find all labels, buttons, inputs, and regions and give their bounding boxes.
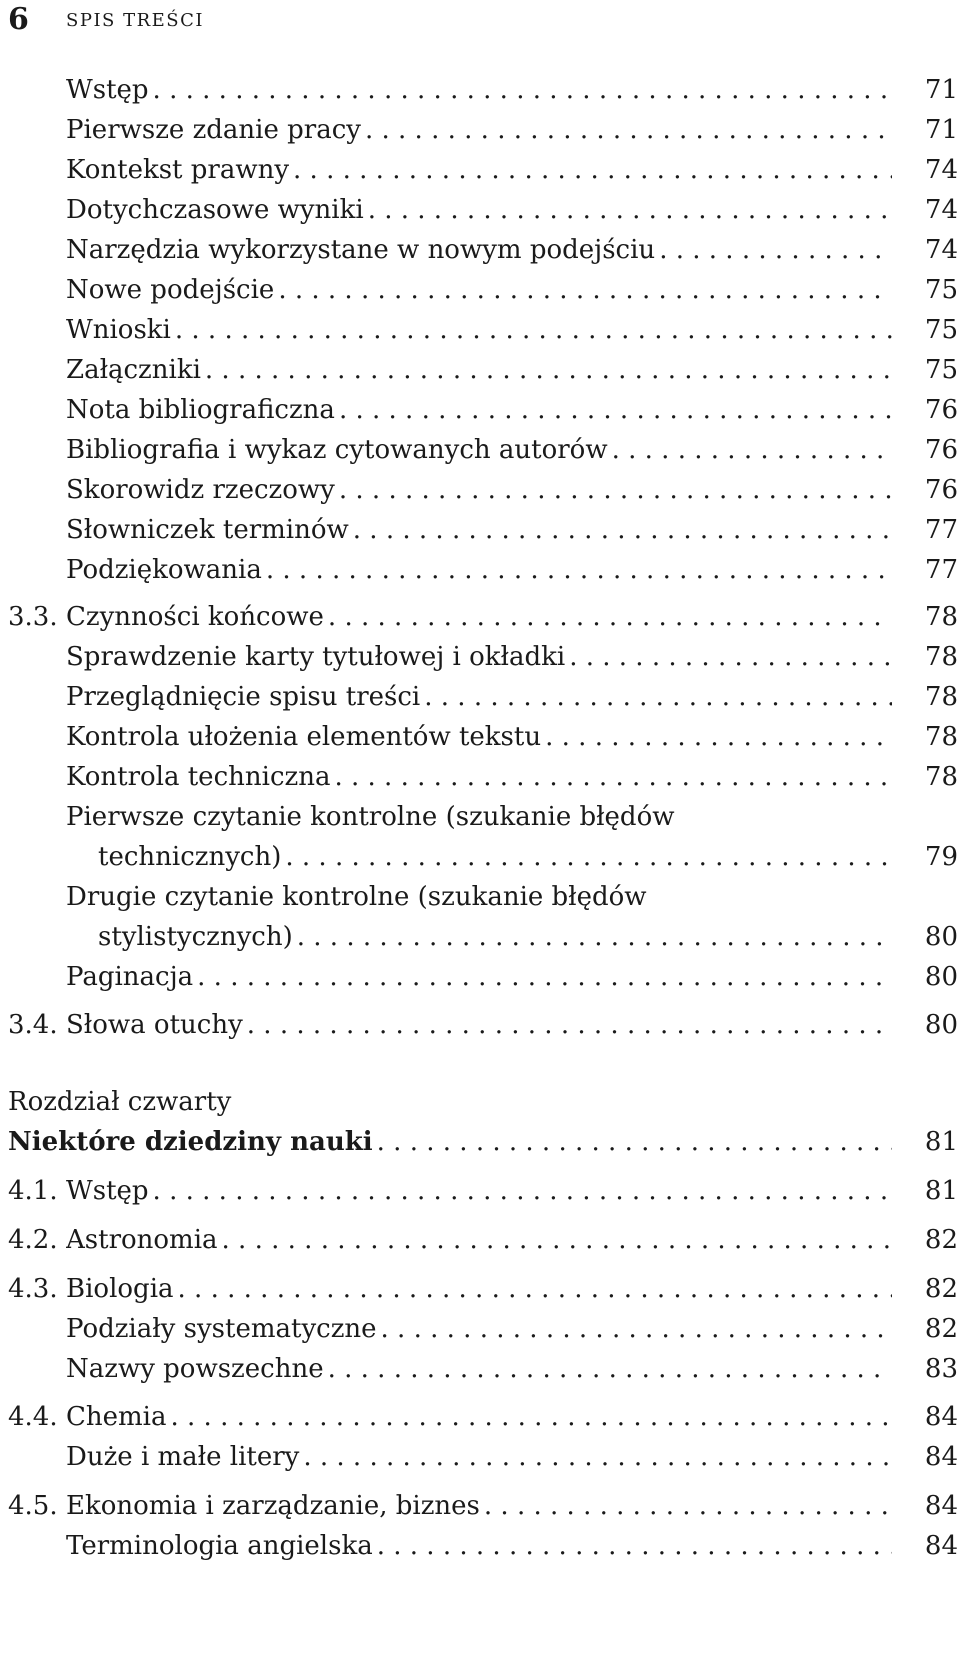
toc-section — [8, 1397, 958, 1437]
toc-entry-title: Skorowidz rzeczowy — [66, 475, 335, 505]
toc-section-number: 4.3. — [8, 1274, 58, 1304]
toc-section — [8, 1269, 958, 1309]
toc-entry-title: Pierwsze zdanie pracy — [66, 115, 361, 145]
toc-section-number: 3.4. — [8, 1010, 58, 1040]
chapter-label: Rozdział czwarty — [8, 1087, 232, 1117]
toc-entry-page: 84 — [924, 1531, 958, 1561]
toc-entry-page: 79 — [924, 842, 958, 872]
page-number: 6 — [8, 2, 29, 37]
chapter-title: Niektóre dziedziny nauki — [8, 1127, 373, 1157]
toc-entry-title: Załączniki — [66, 355, 201, 385]
toc-entry-page: 78 — [924, 722, 958, 752]
toc-entry — [8, 550, 958, 590]
toc-entry-page: 71 — [924, 115, 958, 145]
toc-entry-continuation — [8, 917, 958, 957]
toc-section-number: 4.2. — [8, 1225, 58, 1255]
toc-entry-title: Słowniczek terminów — [66, 515, 349, 545]
toc-entry-title: Kontekst prawny — [66, 155, 290, 185]
toc-entry — [8, 757, 958, 797]
toc-entry — [8, 190, 958, 230]
running-head: SPIS TREŚCI — [66, 10, 205, 31]
toc-entry — [8, 110, 958, 150]
toc-entry-first-line — [8, 877, 958, 917]
toc-entry-page: 71 — [924, 75, 958, 105]
toc-entry-title: Bibliografia i wykaz cytowanych autorów — [66, 435, 608, 465]
toc-entry-title-continuation: stylistycznych) — [98, 922, 293, 952]
toc-entry-title-continuation: technicznych) — [98, 842, 282, 872]
toc-entry-page: 74 — [924, 155, 958, 185]
toc-entry-title: Nazwy powszechne — [66, 1354, 324, 1384]
toc-entry — [8, 677, 958, 717]
toc-entry-page: 77 — [924, 555, 958, 585]
toc-entry-page: 76 — [924, 435, 958, 465]
toc-entry-title: Sprawdzenie karty tytułowej i okładki — [66, 642, 566, 672]
toc-entry-page: 75 — [924, 355, 958, 385]
toc-entry-page: 78 — [924, 642, 958, 672]
toc-entry-page: 78 — [924, 682, 958, 712]
toc-entry-page: 84 — [924, 1402, 958, 1432]
toc-entry-title: Paginacja — [66, 962, 194, 992]
toc-entry-page: 76 — [924, 395, 958, 425]
toc-entry-page: 75 — [924, 275, 958, 305]
toc-entry-page: 78 — [924, 762, 958, 792]
toc-entry — [8, 150, 958, 190]
toc-entry-title: Kontrola techniczna — [66, 762, 331, 792]
toc-entry-page: 81 — [924, 1176, 958, 1206]
toc-entry-page: 74 — [924, 195, 958, 225]
toc-entry-title: Drugie czytanie kontrolne (szukanie błędów — [66, 882, 647, 912]
toc-entry — [8, 270, 958, 310]
toc-entry-title: Terminologia angielska — [66, 1531, 373, 1561]
toc-entry-page: 80 — [924, 962, 958, 992]
toc-entry-title: Wnioski — [66, 315, 171, 345]
toc-entry-title: Biologia — [66, 1274, 174, 1304]
toc-entry — [8, 717, 958, 757]
toc-entry — [8, 350, 958, 390]
toc-entry-title: Duże i małe litery — [66, 1442, 300, 1472]
toc-section — [8, 1005, 958, 1045]
toc-entry-title: Narzędzia wykorzystane w nowym podejściu — [66, 235, 656, 265]
toc-entry — [8, 70, 958, 110]
toc-entry-title: Nowe podejście — [66, 275, 275, 305]
toc-section — [8, 1486, 958, 1526]
toc-entry — [8, 430, 958, 470]
toc-entry-title: Podziały systematyczne — [66, 1314, 377, 1344]
toc-entry — [8, 1309, 958, 1349]
toc-entry — [8, 470, 958, 510]
toc-entry-page: 75 — [924, 315, 958, 345]
toc-entry-continuation — [8, 837, 958, 877]
toc-entry-page: 80 — [924, 1010, 958, 1040]
toc-entry-page: 80 — [924, 922, 958, 952]
toc-entry-title: Przeglądnięcie spisu treści — [66, 682, 421, 712]
toc-entry-title: Ekonomia i zarządzanie, biznes — [66, 1491, 480, 1521]
toc-entry-page: 81 — [924, 1127, 958, 1157]
toc-entry — [8, 1349, 958, 1389]
toc-entry — [8, 637, 958, 677]
toc-entry-title: Dotychczasowe wyniki — [66, 195, 364, 225]
toc-entry-title: Nota bibliograficzna — [66, 395, 335, 425]
toc-entry-title: Astronomia — [66, 1225, 218, 1255]
toc-section — [8, 1171, 958, 1211]
toc-section — [8, 597, 958, 637]
toc-section-number: 3.3. — [8, 602, 58, 632]
toc-entry — [8, 1526, 958, 1566]
toc-entry-page: 82 — [924, 1225, 958, 1255]
toc-entry-title: Czynności końcowe — [66, 602, 324, 632]
toc-entry-page: 82 — [924, 1314, 958, 1344]
toc-entry-title: Podziękowania — [66, 555, 262, 585]
toc-section-number: 4.5. — [8, 1491, 58, 1521]
toc-entry-page: 82 — [924, 1274, 958, 1304]
toc-entry-page: 83 — [924, 1354, 958, 1384]
toc-entry — [8, 310, 958, 350]
toc-entry-page: 84 — [924, 1491, 958, 1521]
toc-entry-title: Kontrola ułożenia elementów tekstu — [66, 722, 542, 752]
toc-section — [8, 1220, 958, 1260]
toc-entry — [8, 510, 958, 550]
toc-entry-title: Słowa otuchy — [66, 1010, 243, 1040]
toc-entry-title: Wstęp — [66, 1176, 149, 1206]
toc-entry-page: 74 — [924, 235, 958, 265]
toc-entry-page: 78 — [924, 602, 958, 632]
toc-section-number: 4.1. — [8, 1176, 58, 1206]
toc-chapter-title — [8, 1122, 958, 1162]
toc-entry-title: Wstęp — [66, 75, 149, 105]
toc-entry-title: Chemia — [66, 1402, 167, 1432]
toc-entry-page: 76 — [924, 475, 958, 505]
toc-entry-title: Pierwsze czytanie kontrolne (szukanie błędów — [66, 802, 675, 832]
toc-entry — [8, 957, 958, 997]
toc-entry-page: 84 — [924, 1442, 958, 1472]
toc-entry-page: 77 — [924, 515, 958, 545]
toc-entry — [8, 230, 958, 270]
toc-entry — [8, 1437, 958, 1477]
toc-section-number: 4.4. — [8, 1402, 58, 1432]
toc-entry — [8, 390, 958, 430]
toc-entry-first-line — [8, 797, 958, 837]
